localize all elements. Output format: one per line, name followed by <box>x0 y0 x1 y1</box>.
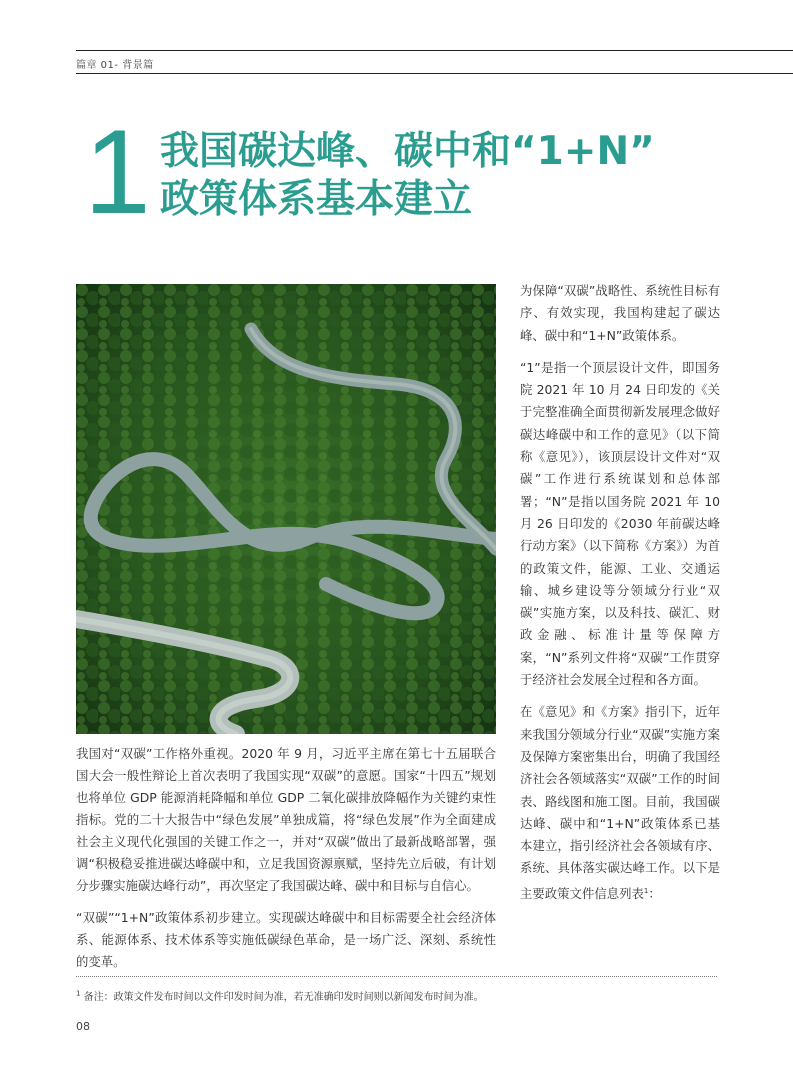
paragraph-end: ： <box>648 885 661 901</box>
chapter-number: 1 <box>84 105 151 239</box>
paragraph: “1”是指一个顶层设计文件，即国务院 2021 年 10 月 24 日印发的《关于完整准确全面贯彻新发展理念做好碳达峰碳中和工作的意见》（以下简称《意见》），该顶层设计文件对“双碳”工作进行系统谋划和总体部署；“N”是指以国务院 2021 年 10 月 26 日印发的《2030 年前碳达峰行动方案》（以下简称《方案》）为首的政策文件，能源、工业、交通运输、城乡建设等分领域分行业“双碳”实施方案，以及科技、碳汇、财政金融、标准计量等保障方案，“N”系列文件将“双碳”工作贯穿于经济社会发展全过程和各方面。 <box>520 359 720 688</box>
paragraph: 为保障“双碳”战略性、系统性目标有序、有效实现，我国构建起了碳达峰、碳中和“1+N”政策体系。 <box>520 283 720 343</box>
footnote-text: 备注：政策文件发布时间以文件印发时间为准，若无准确印发时间则以新闻发布时间为准。 <box>83 992 484 1003</box>
forest-road-photo <box>76 284 496 734</box>
section-label: 篇章 01- 背景篇 <box>76 60 154 71</box>
chapter-title-line1: 我国碳达峰、碳中和“1+N” <box>160 129 655 174</box>
footnote-marker: 1 <box>76 989 81 998</box>
header-top-rule <box>76 50 793 51</box>
page-number: 08 <box>76 1020 90 1033</box>
paragraph: “双碳”“1+N”政策体系初步建立。实现碳达峰碳中和目标需要全社会经济体系、能源体系、技术体系等实施低碳绿色革命，是一场广泛、深刻、系统性的变革。 <box>76 910 496 969</box>
paragraph <box>520 701 720 905</box>
footnote-divider <box>76 976 717 977</box>
paragraph: 我国对“双碳”工作格外重视。2020 年 9 月，习近平主席在第七十五届联合国大会一般性辩论上首次表明了我国实现“双碳”的意愿。国家“十四五”规划也将单位 GDP 能源消耗降幅和单位 GDP 二氧化碳排放降幅作为关键约束性指标。党的二十大报告中“绿色发展”单独成篇，将“绿色发展”作为全面建成社会主义现代化强国的关键工作之一，并对“双碳”做出了最新战略部署，强调“积极稳妥推进碳达峰碳中和，立足我国资源禀赋，坚持先立后破，有计划分步骤实施碳达峰行动”，再次坚定了我国碳达峰、碳中和目标与自信心。 <box>76 746 496 893</box>
chapter-title <box>160 128 655 224</box>
footnote-ref: 1 <box>643 886 649 895</box>
footnote <box>76 988 484 1003</box>
paragraph-text: 在《意见》和《方案》指引下，近年来我国分领域分行业“双碳”实施方案及保障方案密集出台，明确了我国经济社会各领域落实“双碳”工作的时间表、路线图和施工图。目前，我国碳达峰、碳中和“1+N”政策体系已基本建立，指引经济社会各领域有序、系统、具体落实碳达峰工作。以下是主要政策文件信息列表 <box>520 704 720 901</box>
right-column <box>520 280 720 915</box>
chapter-title-line2: 政策体系基本建立 <box>160 177 473 222</box>
header-bottom-rule <box>76 73 793 74</box>
left-column <box>76 743 496 983</box>
